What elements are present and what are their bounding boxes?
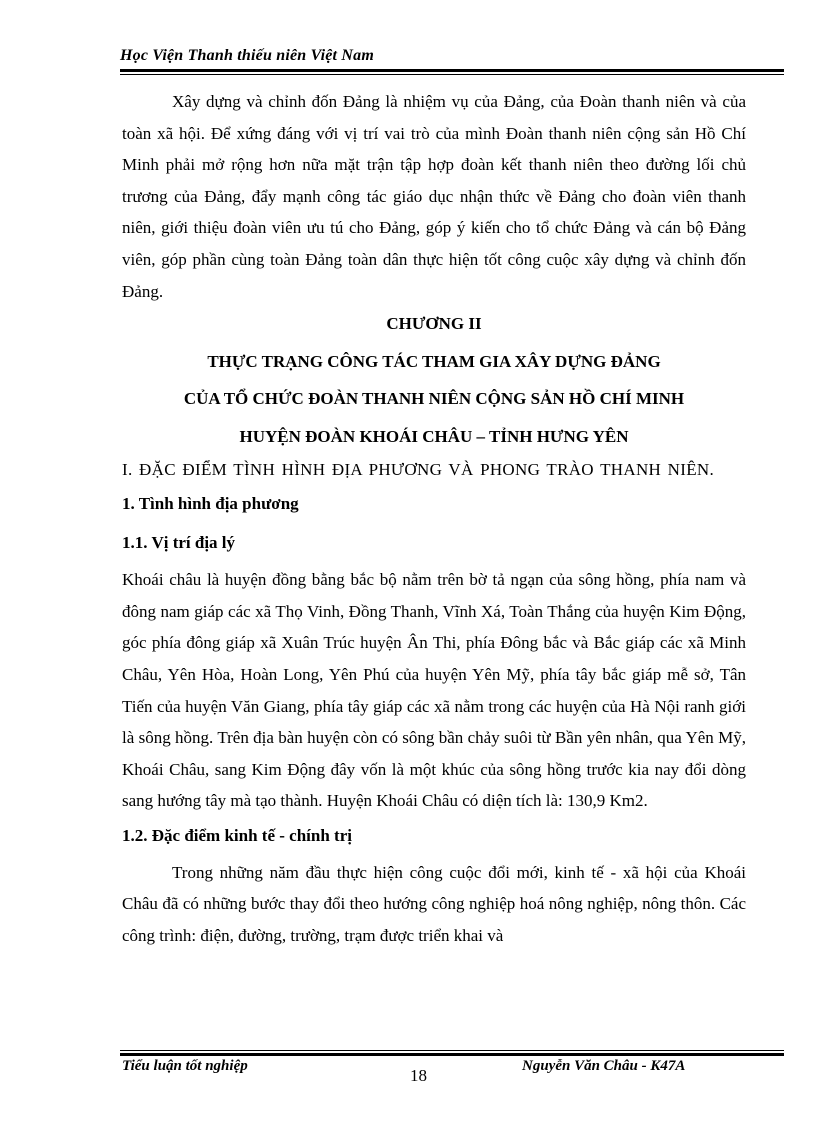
footer-right-text: Nguyễn Văn Châu - K47A xyxy=(522,1058,686,1074)
header-rule-thin xyxy=(120,74,784,75)
header-rule-thick xyxy=(120,69,784,72)
chapter-title-line-1: THỰC TRẠNG CÔNG TÁC THAM GIA XÂY DỰNG ĐẢNG xyxy=(207,351,661,371)
footer-rule-thin xyxy=(120,1050,784,1051)
body-text xyxy=(122,86,746,952)
heading-1-2: 1.2. Đặc điểm kinh tế - chính trị xyxy=(122,825,352,845)
heading-1-1: 1.1. Vị trí địa lý xyxy=(122,533,236,553)
footer-left-text: Tiểu luận tốt nghiệp xyxy=(122,1058,248,1074)
economy-paragraph: Trong những năm đầu thực hiện công cuộc đổi mới, kinh tế - xã hội của Khoái Châu đã có những bước thay đổi theo hướng công nghiệp hoá nông nghiệp, nông thôn. Các công trình: điện, đường, trường, trạm được triển khai và xyxy=(122,862,746,946)
heading-1: 1. Tình hình địa phương xyxy=(122,494,299,514)
geography-paragraph: Khoái châu là huyện đồng bằng bắc bộ nằm trên bờ tả ngạn của sông hồng, phía nam và đông nam giáp các xã Thọ Vinh, Đồng Thanh, Vĩnh Xá, Toàn Thắng của huyện Kim Động, góc phía đông giáp xã Xuân Trúc huyện Ân Thi, phía Đông bắc và Bắc giáp các xã Minh Châu, Yên Hòa, Hoàn Long, Yên Phú của huyện Yên Mỹ, phía tây bắc giáp mễ sở, Tân Tiến của huyện Văn Giang, phía tây giáp các xã nằm trong các huyện của Hà Nội ranh giới là sông hồng. Trên địa bàn huyện còn có sông bần chảy suôi từ Bần yên nhân, qua Yên Mỹ, Khoái Châu, sang Kim Động đây vốn là một khúc của sông hồng trước kia nay đổi dòng sang hướng tây mà tạo thành. Huyện Khoái Châu có diện tích là: 130,9 Km2. xyxy=(122,570,746,811)
chapter-title-line-2: CỦA TỔ CHỨC ĐOÀN THANH NIÊN CỘNG SẢN HỒ CHÍ MINH xyxy=(183,389,685,409)
footer-rule-thick xyxy=(120,1053,784,1056)
header-title: Học Viện Thanh thiếu niên Việt Nam xyxy=(120,47,374,64)
page-number: 18 xyxy=(410,1066,427,1085)
intro-paragraph: Xây dựng và chỉnh đốn Đảng là nhiệm vụ của Đảng, của Đoàn thanh niên và của toàn xã hội. Để xứng đáng với vị trí vai trò của mình Đoàn thanh niên cộng sản Hồ Chí Minh phải mở rộng hơn nữa mặt trận tập hợp đoàn kết thanh niên theo đường lối chủ trương của Đảng, đẩy mạnh công tác giáo dục nhận thức về Đảng cho đoàn viên thanh niên, giới thiệu đoàn viên ưu tú cho Đảng, góp ý kiến cho tổ chức Đảng và cán bộ Đảng viên, góp phần cùng toàn Đảng toàn dân thực hiện tốt công cuộc xây dựng và chỉnh đốn Đảng. xyxy=(122,92,746,301)
section-heading-one: I. ĐẶC ĐIỂM TÌNH HÌNH ĐỊA PHƯƠNG VÀ PHONG TRÀO THANH NIÊN. xyxy=(122,459,715,479)
chapter-title-line-3: HUYỆN ĐOÀN KHOÁI CHÂU – TỈNH HƯNG YÊN xyxy=(239,426,629,446)
chapter-label: CHƯƠNG II xyxy=(386,314,482,334)
